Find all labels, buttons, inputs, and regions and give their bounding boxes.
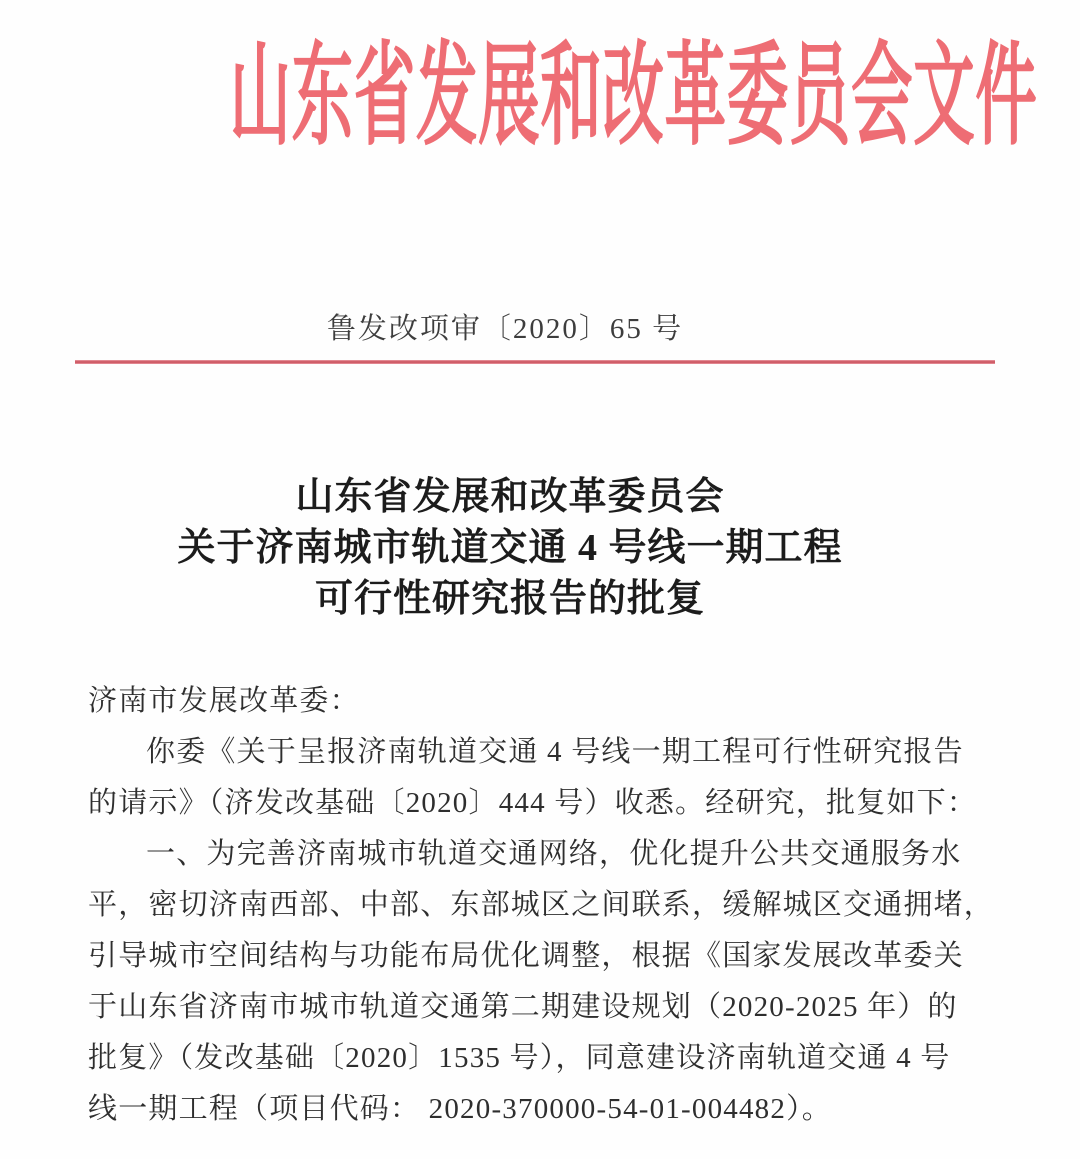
document-body (88, 676, 1028, 1135)
body-line: 你委《关于呈报济南轨道交通 4 号线一期工程可行性研究报告 (146, 736, 964, 768)
body-line: 引导城市空间结构与功能布局优化调整，根据《国家发展改革委关 (88, 940, 964, 972)
body-line: 平，密切济南西部、中部、东部城区之间联系，缓解城区交通拥堵， (88, 889, 995, 921)
body-line: 于山东省济南市城市轨道交通第二期建设规划（2020-2025 年）的 (88, 991, 958, 1023)
red-divider-line (75, 360, 995, 364)
document-title-line-2: 关于济南城市轨道交通 4 号线一期工程 (177, 527, 843, 569)
document-title (0, 472, 1020, 625)
document-number: 鲁发改项审〔2020〕65 号 (326, 313, 684, 345)
body-line: 批复》（发改基础〔2020〕1535 号），同意建设济南轨道交通 4 号 (88, 1042, 951, 1074)
document-title-line-1: 山东省发展和改革委员会 (295, 476, 725, 518)
salutation-line: 济南市发展改革委： (88, 685, 360, 717)
body-line: 线一期工程（项目代码： 2020-370000-54-01-004482）。 (88, 1093, 832, 1125)
body-line: 一、为完善济南城市轨道交通网络，优化提升公共交通服务水 (146, 838, 962, 870)
letterhead-title: 山东省发展和改革委员会文件 (229, 35, 1038, 159)
body-line: 的请示》（济发改基础〔2020〕444 号）收悉。经研究，批复如下： (88, 787, 978, 819)
document-title-line-3: 可行性研究报告的批复 (314, 578, 705, 620)
